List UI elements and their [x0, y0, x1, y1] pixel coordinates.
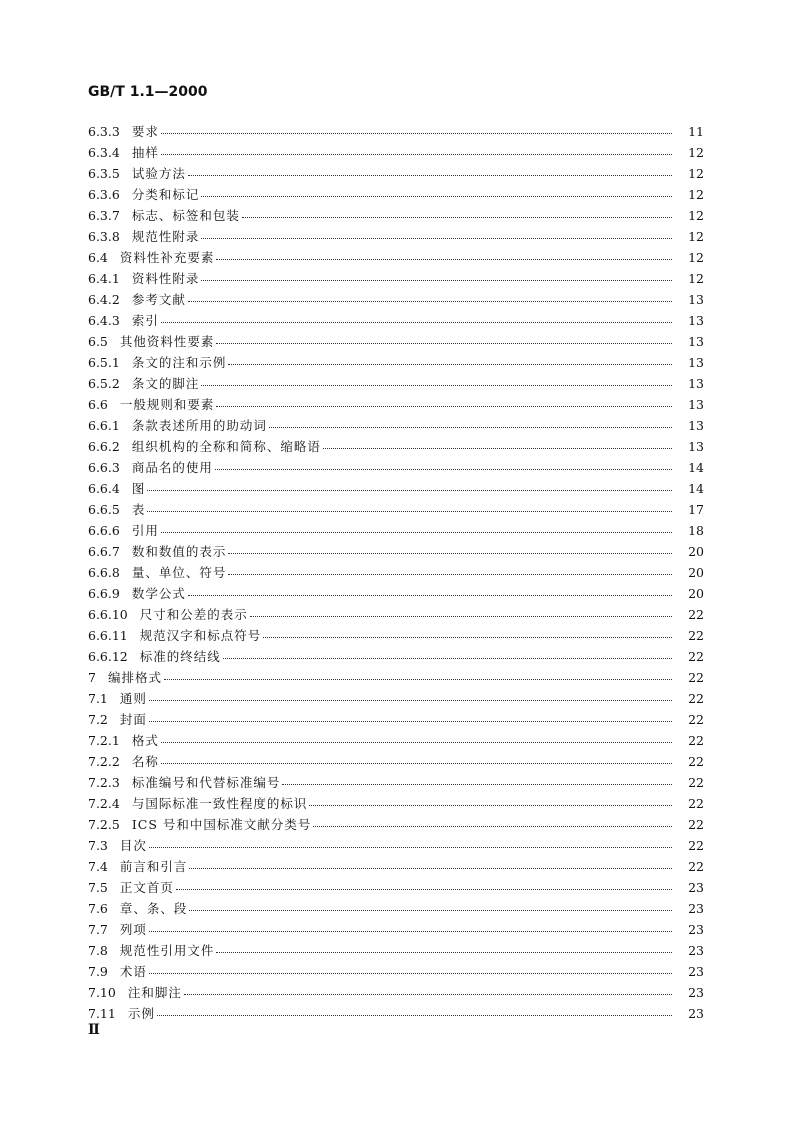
toc-entry[interactable] — [88, 331, 704, 352]
toc-entry-title: 条文的注和示例 — [131, 355, 227, 370]
toc-dot-leader — [263, 625, 672, 638]
toc-entry[interactable] — [88, 499, 704, 520]
toc-dot-leader — [223, 646, 672, 659]
toc-entry-page: 23 — [688, 901, 704, 916]
toc-entry-page: 12 — [688, 229, 704, 244]
toc-dot-leader — [149, 688, 672, 701]
toc-entry-number: 6.6.3 — [88, 460, 120, 475]
toc-entry-number: 7.8 — [88, 943, 108, 958]
toc-entry-page: 22 — [688, 859, 704, 874]
toc-entry-title: 前言和引言 — [119, 859, 188, 874]
toc-entry-page: 22 — [688, 838, 704, 853]
toc-entry-page: 22 — [688, 607, 704, 622]
toc-entry-title: 正文首页 — [119, 880, 174, 895]
toc-dot-leader — [189, 898, 672, 911]
toc-entry-number: 7.4 — [88, 859, 108, 874]
toc-entry-title: 与国际标准一致性程度的标识 — [131, 796, 308, 811]
toc-entry[interactable] — [88, 436, 704, 457]
toc-entry-title: 其他资料性要素 — [119, 334, 215, 349]
toc-entry-page: 12 — [688, 187, 704, 202]
toc-dot-leader — [164, 667, 672, 680]
toc-entry-page: 23 — [688, 880, 704, 895]
toc-entry-page: 12 — [688, 250, 704, 265]
toc-entry-title: 术语 — [119, 964, 147, 979]
toc-entry-page: 12 — [688, 271, 704, 286]
toc-entry-page: 22 — [688, 817, 704, 832]
toc-entry-title: 规范汉字和标点符号 — [139, 628, 262, 643]
toc-dot-leader — [161, 121, 672, 134]
toc-entry-number: 6.3.6 — [88, 187, 120, 202]
toc-entry[interactable] — [88, 394, 704, 415]
toc-entry-title: 数和数值的表示 — [131, 544, 227, 559]
toc-entry-title: 索引 — [131, 313, 159, 328]
toc-entry-title: 表 — [131, 502, 146, 517]
toc-entry-title: ICS 号和中国标准文献分类号 — [131, 817, 312, 832]
toc-entry[interactable] — [88, 751, 704, 772]
toc-entry-number: 6.3.5 — [88, 166, 120, 181]
toc-entry-title: 资料性补充要素 — [119, 250, 215, 265]
toc-entry-title: 数学公式 — [131, 586, 186, 601]
toc-entry-number: 7.1 — [88, 691, 108, 706]
toc-entry[interactable] — [88, 163, 704, 184]
toc-entry-number: 6.4 — [88, 250, 108, 265]
toc-entry-title: 一般规则和要素 — [119, 397, 215, 412]
toc-entry-title: 注和脚注 — [127, 985, 182, 1000]
toc-dot-leader — [216, 331, 672, 344]
toc-entry-page: 13 — [688, 397, 704, 412]
toc-entry-title: 引用 — [131, 523, 159, 538]
toc-entry-page: 12 — [688, 166, 704, 181]
toc-entry[interactable] — [88, 835, 704, 856]
toc-entry-number: 6.6.12 — [88, 649, 128, 664]
toc-entry-number: 7.2.3 — [88, 775, 120, 790]
toc-entry-title: 条款表述所用的助动词 — [131, 418, 267, 433]
toc-entry-number: 6.3.8 — [88, 229, 120, 244]
toc-entry-title: 通则 — [119, 691, 147, 706]
toc-entry-number: 6.6.9 — [88, 586, 120, 601]
toc-dot-leader — [161, 520, 672, 533]
toc-entry-page: 23 — [688, 943, 704, 958]
toc-entry-page: 12 — [688, 145, 704, 160]
toc-entry-number: 6.3.7 — [88, 208, 120, 223]
toc-entry-title: 试验方法 — [131, 166, 186, 181]
toc-entry-number: 6.5 — [88, 334, 108, 349]
toc-dot-leader — [189, 856, 672, 869]
toc-entry-number: 6.3.3 — [88, 124, 120, 139]
toc-entry-page: 20 — [688, 565, 704, 580]
toc-entry[interactable] — [88, 478, 704, 499]
toc-dot-leader — [188, 289, 672, 302]
toc-entry-title: 规范性引用文件 — [119, 943, 215, 958]
toc-entry-page: 13 — [688, 355, 704, 370]
toc-dot-leader — [147, 478, 672, 491]
toc-entry-page: 11 — [688, 124, 704, 139]
toc-entry-page: 13 — [688, 418, 704, 433]
toc-dot-leader — [216, 247, 672, 260]
page-number-footer: Ⅱ — [88, 1022, 100, 1038]
toc-entry-number: 7.2 — [88, 712, 108, 727]
toc-entry-number: 6.6.10 — [88, 607, 128, 622]
toc-entry-number: 6.6.8 — [88, 565, 120, 580]
toc-entry-page: 23 — [688, 922, 704, 937]
toc-entry[interactable] — [88, 583, 704, 604]
toc-entry-title: 参考文献 — [131, 292, 186, 307]
toc-entry-title: 示例 — [127, 1006, 155, 1021]
toc-entry-page: 14 — [688, 460, 704, 475]
toc-entry-number: 6.4.3 — [88, 313, 120, 328]
toc-entry[interactable] — [88, 961, 704, 982]
toc-dot-leader — [157, 1003, 672, 1016]
toc-entry[interactable] — [88, 919, 704, 940]
toc-entry-number: 6.6 — [88, 397, 108, 412]
toc-entry-title: 图 — [131, 481, 146, 496]
toc-entry-title: 规范性附录 — [131, 229, 200, 244]
toc-dot-leader — [228, 352, 672, 365]
toc-dot-leader — [176, 877, 672, 890]
toc-entry[interactable] — [88, 310, 704, 331]
toc-entry-title: 尺寸和公差的表示 — [139, 607, 248, 622]
toc-entry-title: 标志、标签和包装 — [131, 208, 240, 223]
toc-entry[interactable] — [88, 415, 704, 436]
toc-dot-leader — [242, 205, 672, 218]
toc-dot-leader — [184, 982, 672, 995]
toc-entry-page: 22 — [688, 649, 704, 664]
toc-entry-title: 编排格式 — [107, 670, 162, 685]
toc-entry-page: 22 — [688, 775, 704, 790]
toc-entry-title: 分类和标记 — [131, 187, 200, 202]
toc-entry-number: 6.3.4 — [88, 145, 120, 160]
toc-entry[interactable] — [88, 667, 704, 688]
toc-dot-leader — [201, 184, 672, 197]
toc-entry[interactable] — [88, 856, 704, 877]
toc-entry-number: 7.11 — [88, 1006, 116, 1021]
toc-entry[interactable] — [88, 709, 704, 730]
toc-entry-title: 名称 — [131, 754, 159, 769]
toc-entry-title: 目次 — [119, 838, 147, 853]
toc-entry-page: 23 — [688, 1006, 704, 1021]
toc-entry-title: 要求 — [131, 124, 159, 139]
toc-entry-page: 13 — [688, 376, 704, 391]
toc-entry[interactable] — [88, 625, 704, 646]
toc-dot-leader — [161, 751, 672, 764]
toc-entry[interactable] — [88, 562, 704, 583]
toc-dot-leader — [323, 436, 672, 449]
toc-dot-leader — [269, 415, 672, 428]
toc-entry-number: 7.9 — [88, 964, 108, 979]
table-of-contents — [88, 121, 704, 1024]
toc-dot-leader — [216, 940, 672, 953]
toc-entry[interactable] — [88, 898, 704, 919]
toc-entry-page: 13 — [688, 334, 704, 349]
toc-entry[interactable] — [88, 982, 704, 1003]
toc-entry-page: 22 — [688, 691, 704, 706]
toc-entry[interactable] — [88, 877, 704, 898]
toc-dot-leader — [201, 268, 672, 281]
toc-dot-leader — [161, 310, 672, 323]
toc-entry[interactable] — [88, 793, 704, 814]
toc-entry[interactable] — [88, 247, 704, 268]
toc-entry[interactable] — [88, 688, 704, 709]
toc-entry-page: 12 — [688, 208, 704, 223]
toc-entry[interactable] — [88, 226, 704, 247]
toc-dot-leader — [147, 499, 672, 512]
toc-entry-number: 6.6.4 — [88, 481, 120, 496]
toc-entry-number: 7.5 — [88, 880, 108, 895]
toc-entry[interactable] — [88, 814, 704, 835]
toc-dot-leader — [149, 919, 672, 932]
toc-entry-page: 22 — [688, 733, 704, 748]
toc-entry-title: 章、条、段 — [119, 901, 188, 916]
toc-entry-number: 7.2.4 — [88, 796, 120, 811]
toc-entry-page: 13 — [688, 292, 704, 307]
toc-entry-number: 7.2.1 — [88, 733, 120, 748]
toc-entry-page: 17 — [688, 502, 704, 517]
toc-dot-leader — [201, 373, 672, 386]
toc-entry-title: 抽样 — [131, 145, 159, 160]
toc-entry[interactable] — [88, 352, 704, 373]
toc-entry-number: 6.6.1 — [88, 418, 120, 433]
toc-entry[interactable] — [88, 541, 704, 562]
toc-entry[interactable] — [88, 520, 704, 541]
toc-entry-title: 格式 — [131, 733, 159, 748]
toc-entry-page: 23 — [688, 985, 704, 1000]
toc-dot-leader — [228, 562, 672, 575]
toc-dot-leader — [188, 583, 672, 596]
toc-entry-page: 20 — [688, 586, 704, 601]
toc-entry-page: 22 — [688, 796, 704, 811]
toc-entry[interactable] — [88, 184, 704, 205]
toc-entry-page: 13 — [688, 439, 704, 454]
toc-dot-leader — [149, 709, 672, 722]
toc-entry-number: 6.4.2 — [88, 292, 120, 307]
toc-entry-page: 22 — [688, 670, 704, 685]
toc-entry-number: 6.5.2 — [88, 376, 120, 391]
toc-entry[interactable] — [88, 268, 704, 289]
toc-entry-number: 6.6.2 — [88, 439, 120, 454]
toc-dot-leader — [161, 730, 672, 743]
toc-entry[interactable] — [88, 457, 704, 478]
toc-entry-page: 20 — [688, 544, 704, 559]
toc-dot-leader — [188, 163, 672, 176]
toc-entry[interactable] — [88, 373, 704, 394]
toc-entry-page: 22 — [688, 628, 704, 643]
toc-entry-page: 23 — [688, 964, 704, 979]
toc-dot-leader — [161, 142, 672, 155]
toc-entry[interactable] — [88, 730, 704, 751]
toc-entry-title: 列项 — [119, 922, 147, 937]
toc-entry-title: 标准编号和代替标准编号 — [131, 775, 281, 790]
toc-entry-number: 7.3 — [88, 838, 108, 853]
toc-entry[interactable] — [88, 940, 704, 961]
toc-entry-title: 量、单位、符号 — [131, 565, 227, 580]
toc-entry-number: 6.4.1 — [88, 271, 120, 286]
toc-dot-leader — [215, 457, 672, 470]
toc-entry-title: 商品名的使用 — [131, 460, 213, 475]
toc-entry[interactable] — [88, 121, 704, 142]
toc-entry[interactable] — [88, 1003, 704, 1024]
toc-dot-leader — [149, 835, 672, 848]
toc-dot-leader — [228, 541, 672, 554]
standard-number-header: GB/T 1.1—2000 — [88, 84, 208, 100]
toc-entry-number: 6.6.11 — [88, 628, 128, 643]
toc-entry-page: 13 — [688, 313, 704, 328]
toc-entry-page: 22 — [688, 754, 704, 769]
toc-entry-number: 7 — [88, 670, 96, 685]
toc-entry-page: 18 — [688, 523, 704, 538]
toc-dot-leader — [149, 961, 672, 974]
toc-entry-title: 条文的脚注 — [131, 376, 200, 391]
toc-entry-number: 6.6.7 — [88, 544, 120, 559]
toc-entry-number: 7.2.5 — [88, 817, 120, 832]
toc-entry-title: 资料性附录 — [131, 271, 200, 286]
toc-dot-leader — [250, 604, 672, 617]
toc-entry-page: 22 — [688, 712, 704, 727]
toc-dot-leader — [309, 793, 672, 806]
toc-entry-number: 7.7 — [88, 922, 108, 937]
toc-entry[interactable] — [88, 646, 704, 667]
toc-dot-leader — [216, 394, 672, 407]
toc-dot-leader — [313, 814, 672, 827]
toc-entry-number: 7.6 — [88, 901, 108, 916]
toc-dot-leader — [201, 226, 672, 239]
toc-entry[interactable] — [88, 142, 704, 163]
toc-entry-number: 6.6.6 — [88, 523, 120, 538]
toc-dot-leader — [282, 772, 672, 785]
toc-entry-title: 组织机构的全称和简称、缩略语 — [131, 439, 321, 454]
toc-entry-title: 封面 — [119, 712, 147, 727]
toc-entry-title: 标准的终结线 — [139, 649, 221, 664]
toc-entry[interactable] — [88, 772, 704, 793]
toc-entry[interactable] — [88, 205, 704, 226]
toc-entry[interactable] — [88, 289, 704, 310]
toc-entry-number: 7.10 — [88, 985, 116, 1000]
toc-entry-page: 14 — [688, 481, 704, 496]
toc-entry-number: 6.5.1 — [88, 355, 120, 370]
toc-entry-number: 6.6.5 — [88, 502, 120, 517]
toc-entry-number: 7.2.2 — [88, 754, 120, 769]
toc-entry[interactable] — [88, 604, 704, 625]
